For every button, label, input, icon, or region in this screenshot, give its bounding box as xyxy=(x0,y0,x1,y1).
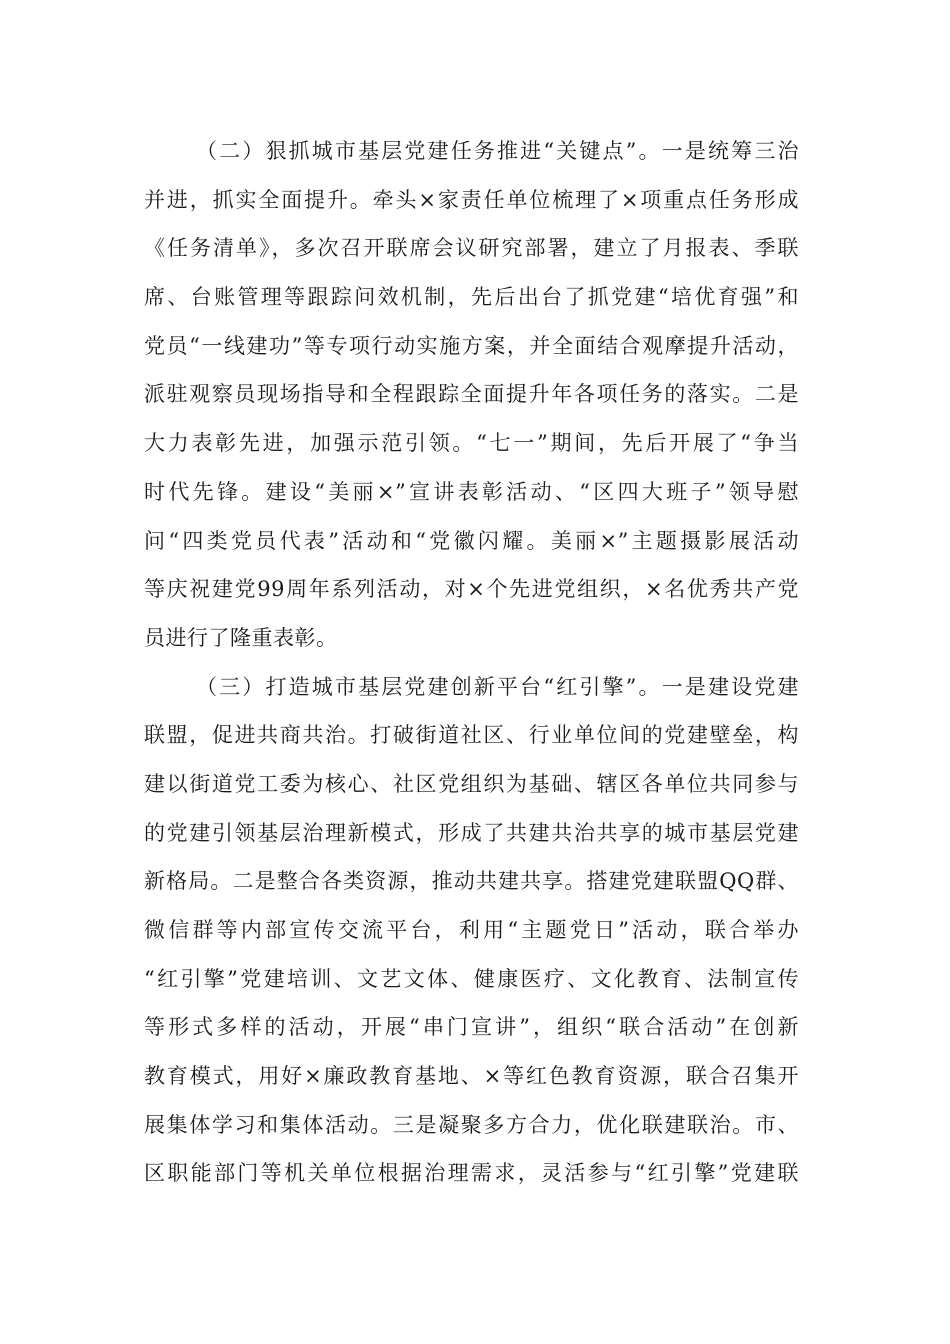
paragraph-line: 建以街道党工委为核心、社区党组织为基础、辖区各单位共同参与 xyxy=(144,771,799,796)
paragraph-line: 席、台账管理等跟踪问效机制，先后出台了抓党建“培优育强”和 xyxy=(144,285,799,310)
paragraph-line: 教育模式，用好×廉政教育基地、×等红色教育资源，联合召集开 xyxy=(144,1064,799,1089)
paragraph-line: 展集体学习和集体活动。三是凝聚多方合力，优化联建联治。市、 xyxy=(144,1112,799,1137)
paragraph-line: 派驻观察员现场指导和全程跟踪全面提升年各项任务的落实。二是 xyxy=(144,382,799,407)
paragraph-line: 党员“一线建功”等专项行动实施方案，并全面结合观摩提升活动， xyxy=(144,333,799,358)
document-body xyxy=(144,127,799,1198)
paragraph-line: 问“四类党员代表”活动和“党徽闪耀。美丽×”主题摄影展活动 xyxy=(144,528,799,553)
paragraph-line: 等庆祝建党99周年系列活动，对×个先进党组织，×名优秀共产党 xyxy=(144,577,799,602)
paragraph-line: 联盟，促进共商共治。打破街道社区、行业单位间的党建壁垒，构 xyxy=(144,723,799,748)
paragraph-line: 《任务清单》，多次召开联席会议研究部署，建立了月报表、季联 xyxy=(144,236,799,261)
paragraph-line: 时代先锋。建设“美丽×”宣讲表彰活动、“区四大班子”领导慰 xyxy=(144,479,799,504)
paragraph-line: 区职能部门等机关单位根据治理需求，灵活参与“红引擎”党建联 xyxy=(144,1161,799,1186)
paragraph-line: 并进，抓实全面提升。牵头×家责任单位梳理了×项重点任务形成 xyxy=(144,187,799,212)
paragraph-line: 大力表彰先进，加强示范引领。“七一”期间，先后开展了“争当 xyxy=(144,431,799,456)
paragraph-line: 新格局。二是整合各类资源，推动共建共享。搭建党建联盟QQ群、 xyxy=(144,869,799,894)
paragraph-line: （三）打造城市基层党建创新平台“红引擎”。一是建设党建 xyxy=(196,674,799,699)
paragraph-line: （二）狠抓城市基层党建任务推进“关键点”。一是统筹三治 xyxy=(196,139,799,163)
paragraph-line: “红引擎”党建培训、文艺文体、健康医疗、文化教育、法制宣传 xyxy=(144,966,799,991)
paragraph-line: 的党建引领基层治理新模式，形成了共建共治共享的城市基层党建 xyxy=(144,820,799,845)
paragraph-line: 微信群等内部宣传交流平台，利用“主题党日”活动，联合举办 xyxy=(144,918,799,942)
paragraph-line: 员进行了隆重表彰。 xyxy=(144,625,338,650)
paragraph-line: 等形式多样的活动，开展“串门宣讲”，组织“联合活动”在创新 xyxy=(144,1015,799,1040)
